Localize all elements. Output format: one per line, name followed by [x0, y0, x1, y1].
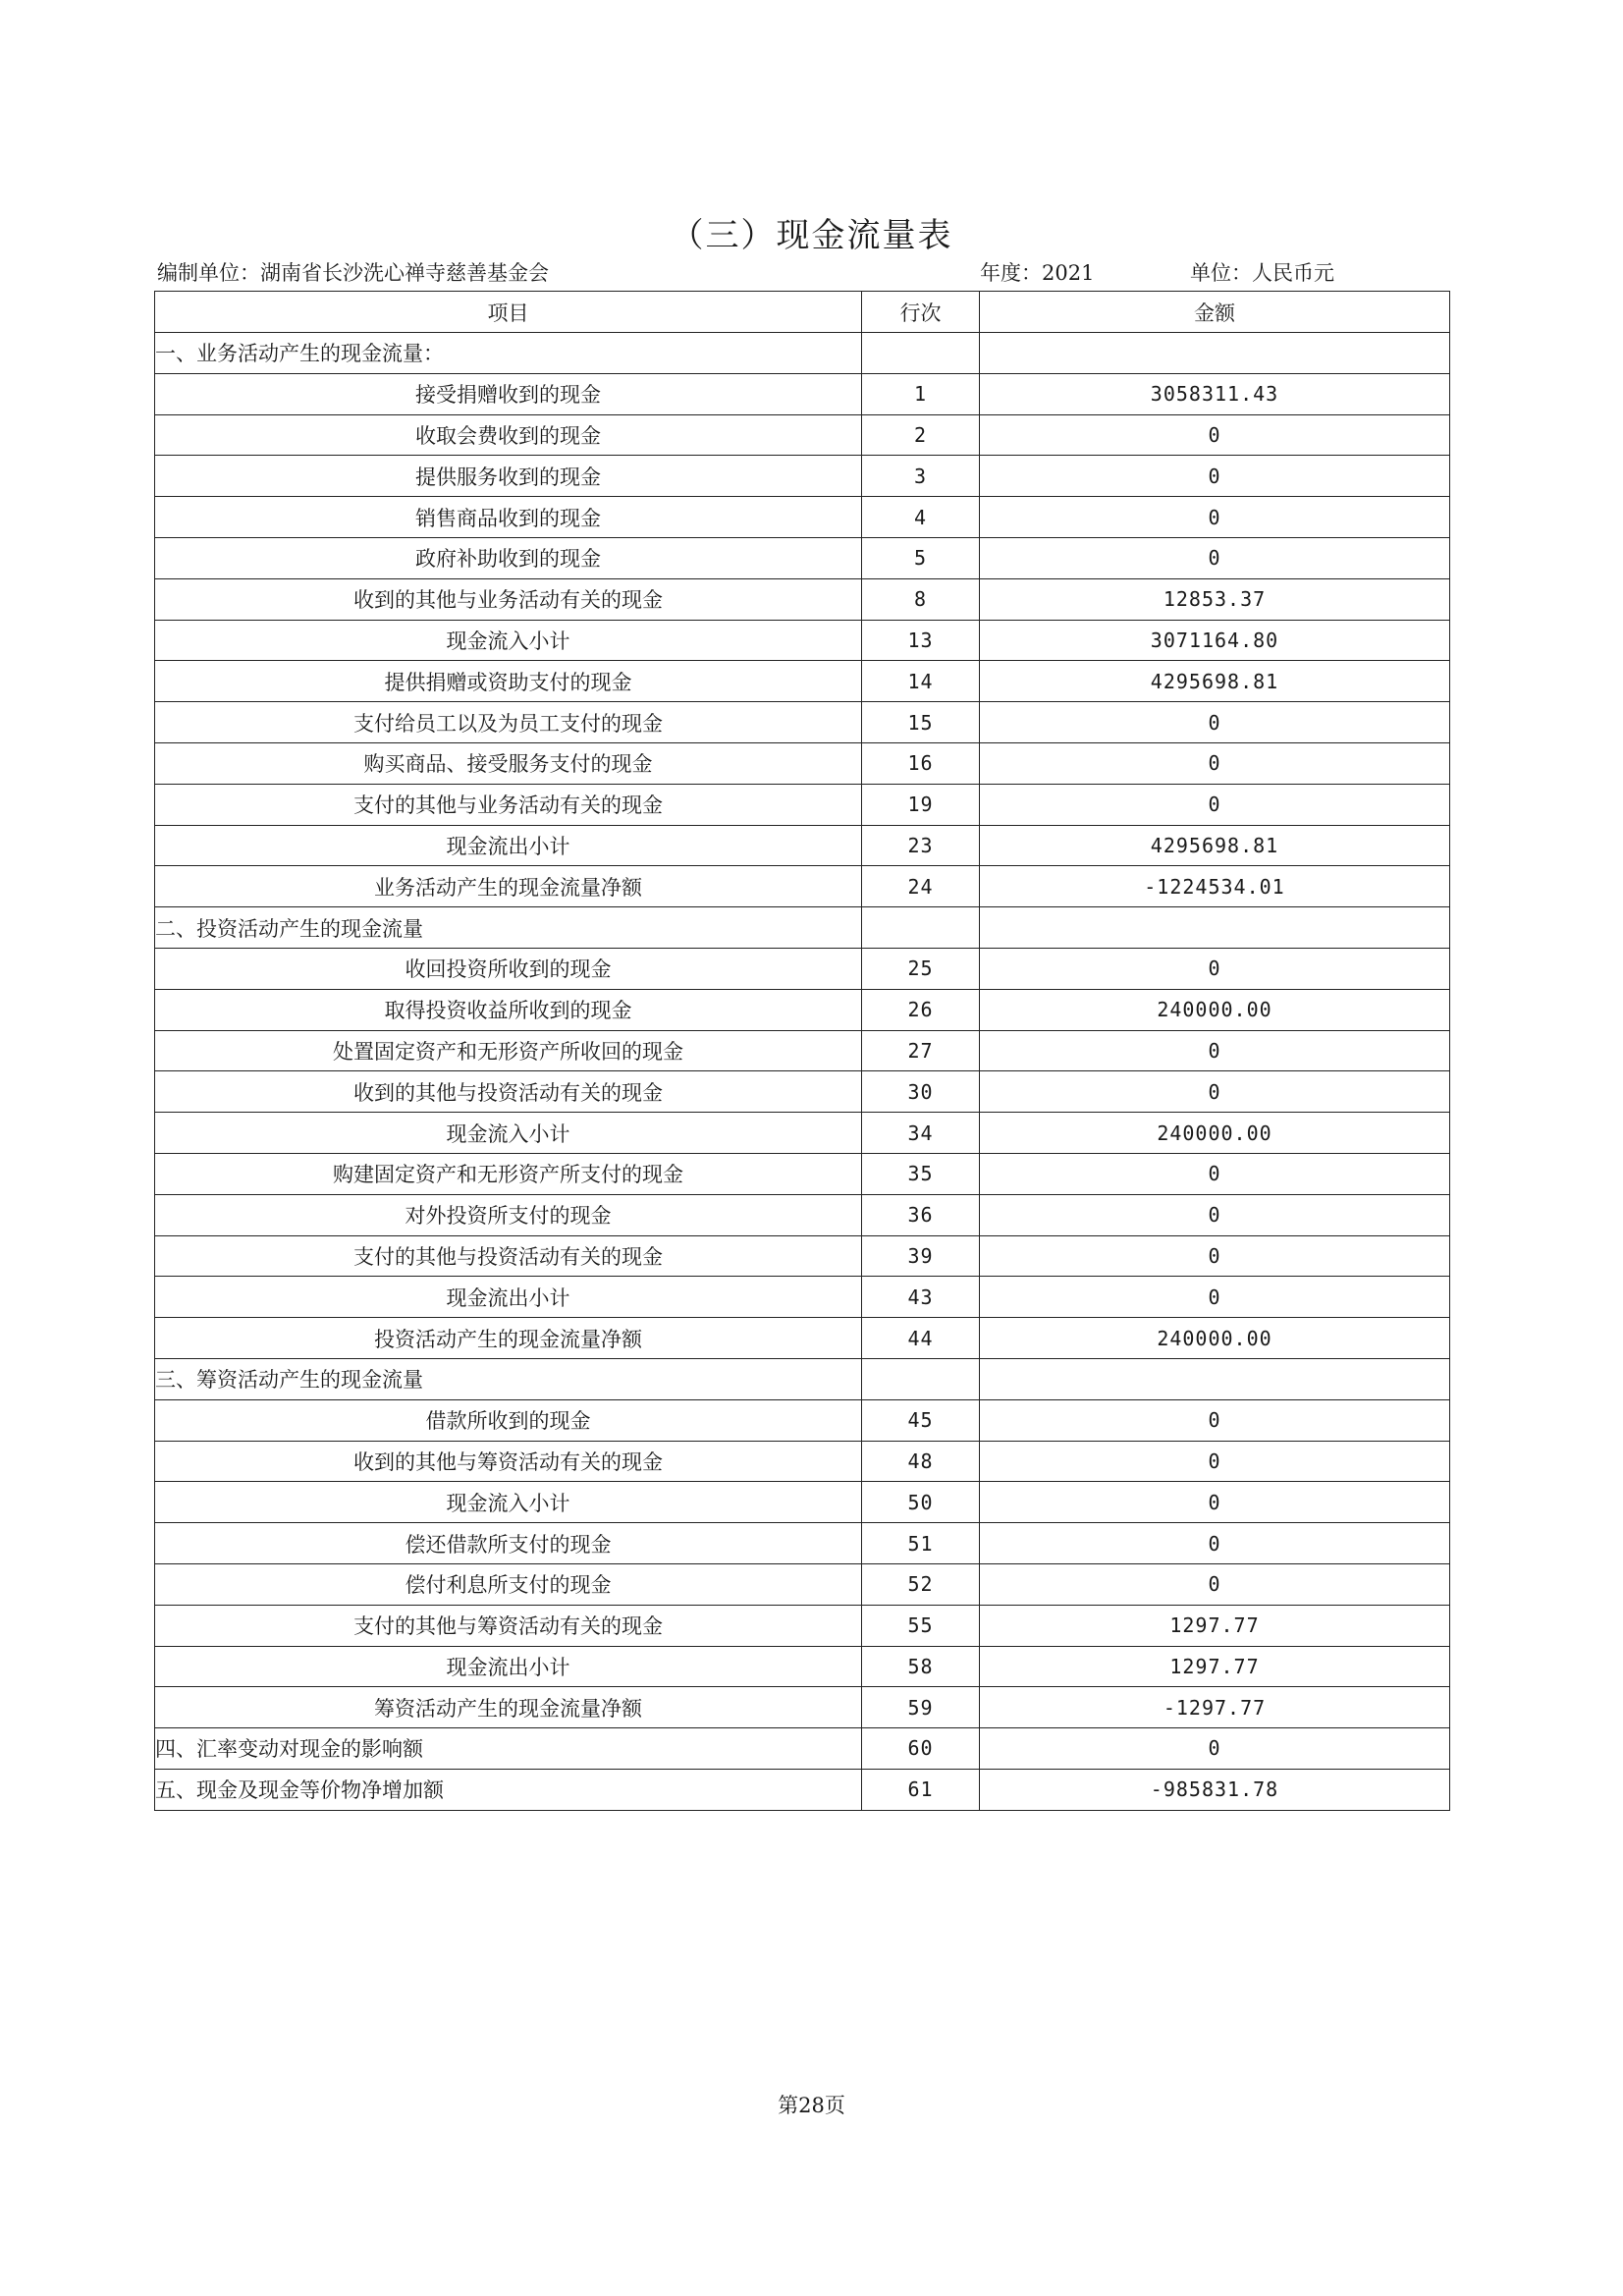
amount-cell: 240000.00 [980, 1113, 1450, 1154]
amount-cell: 0 [980, 1030, 1450, 1071]
line-number-cell: 8 [862, 578, 980, 620]
amount-cell: 0 [980, 414, 1450, 456]
table-row [155, 1030, 1450, 1071]
reporting-entity: 编制单位：湖南省长沙洗心禅寺慈善基金会 [157, 261, 549, 285]
table-row [155, 661, 1450, 702]
amount-cell: 0 [980, 1235, 1450, 1277]
amount-cell: -1297.77 [980, 1687, 1450, 1728]
table-row [155, 373, 1450, 414]
table-row [155, 948, 1450, 989]
amount-cell: 4295698.81 [980, 661, 1450, 702]
table-row [155, 1605, 1450, 1646]
item-cell: 提供服务收到的现金 [155, 456, 862, 497]
line-number-cell: 4 [862, 497, 980, 538]
amount-cell [980, 333, 1450, 374]
amount-cell: 0 [980, 1194, 1450, 1235]
line-number-cell: 50 [862, 1482, 980, 1523]
amount-cell: 3058311.43 [980, 373, 1450, 414]
table-row [155, 989, 1450, 1030]
table-row [155, 866, 1450, 907]
amount-cell: 0 [980, 1153, 1450, 1194]
line-number-cell: 52 [862, 1563, 980, 1605]
amount-cell: 0 [980, 1563, 1450, 1605]
line-number-cell: 14 [862, 661, 980, 702]
item-cell: 投资活动产生的现金流量净额 [155, 1318, 862, 1359]
line-number-cell: 5 [862, 537, 980, 578]
item-cell: 筹资活动产生的现金流量净额 [155, 1687, 862, 1728]
item-cell: 购建固定资产和无形资产所支付的现金 [155, 1153, 862, 1194]
amount-cell: 0 [980, 1071, 1450, 1113]
line-number-cell: 27 [862, 1030, 980, 1071]
table-row [155, 1399, 1450, 1441]
table-row [155, 456, 1450, 497]
table-row [155, 742, 1450, 784]
item-cell: 借款所收到的现金 [155, 1399, 862, 1441]
item-cell: 对外投资所支付的现金 [155, 1194, 862, 1235]
line-number-cell: 59 [862, 1687, 980, 1728]
amount-cell: -1224534.01 [980, 866, 1450, 907]
cash-flow-table [154, 291, 1450, 1811]
column-header-amount: 金额 [980, 292, 1450, 333]
item-cell: 政府补助收到的现金 [155, 537, 862, 578]
amount-cell [980, 1358, 1450, 1399]
line-number-cell: 15 [862, 702, 980, 743]
item-cell: 业务活动产生的现金流量净额 [155, 866, 862, 907]
line-number-cell: 25 [862, 948, 980, 989]
amount-cell: 0 [980, 742, 1450, 784]
table-row [155, 497, 1450, 538]
item-cell: 现金流入小计 [155, 1482, 862, 1523]
item-cell: 现金流出小计 [155, 1646, 862, 1687]
table-row [155, 825, 1450, 866]
item-cell: 取得投资收益所收到的现金 [155, 989, 862, 1030]
column-header-item: 项目 [155, 292, 862, 333]
amount-cell: 1297.77 [980, 1646, 1450, 1687]
section-row [155, 1769, 1450, 1810]
item-cell: 二、投资活动产生的现金流量 [155, 907, 862, 949]
item-cell: 现金流入小计 [155, 1113, 862, 1154]
section-row [155, 1358, 1450, 1399]
item-cell: 现金流出小计 [155, 825, 862, 866]
line-number-cell [862, 1358, 980, 1399]
line-number-cell: 3 [862, 456, 980, 497]
item-cell: 现金流入小计 [155, 620, 862, 661]
item-cell: 处置固定资产和无形资产所收回的现金 [155, 1030, 862, 1071]
line-number-cell [862, 333, 980, 374]
item-cell: 销售商品收到的现金 [155, 497, 862, 538]
item-cell: 四、汇率变动对现金的影响额 [155, 1728, 862, 1770]
item-cell: 接受捐赠收到的现金 [155, 373, 862, 414]
table-row [155, 1523, 1450, 1564]
line-number-cell: 36 [862, 1194, 980, 1235]
amount-cell: 0 [980, 456, 1450, 497]
table-row [155, 1646, 1450, 1687]
item-cell: 收到的其他与投资活动有关的现金 [155, 1071, 862, 1113]
item-cell: 偿付利息所支付的现金 [155, 1563, 862, 1605]
statement-title: （三）现金流量表 [670, 216, 953, 255]
line-number-cell: 43 [862, 1277, 980, 1318]
line-number-cell: 2 [862, 414, 980, 456]
table-row [155, 702, 1450, 743]
amount-cell: 0 [980, 1728, 1450, 1770]
item-cell: 现金流出小计 [155, 1277, 862, 1318]
amount-cell: 12853.37 [980, 578, 1450, 620]
item-cell: 购买商品、接受服务支付的现金 [155, 742, 862, 784]
table-row [155, 1071, 1450, 1113]
section-row [155, 1728, 1450, 1770]
table-row [155, 784, 1450, 825]
line-number-cell: 16 [862, 742, 980, 784]
line-number-cell: 51 [862, 1523, 980, 1564]
table-row [155, 1563, 1450, 1605]
line-number-cell: 61 [862, 1769, 980, 1810]
page-number: 第28页 [778, 2094, 845, 2117]
amount-cell: 0 [980, 784, 1450, 825]
line-number-cell: 55 [862, 1605, 980, 1646]
line-number-cell: 44 [862, 1318, 980, 1359]
table-row [155, 1235, 1450, 1277]
amount-cell: 0 [980, 537, 1450, 578]
table-row [155, 1318, 1450, 1359]
amount-cell: 4295698.81 [980, 825, 1450, 866]
item-cell: 五、现金及现金等价物净增加额 [155, 1769, 862, 1810]
fiscal-year: 年度：2021 [980, 261, 1095, 285]
line-number-cell: 39 [862, 1235, 980, 1277]
item-cell: 支付的其他与筹资活动有关的现金 [155, 1605, 862, 1646]
table-row [155, 1153, 1450, 1194]
line-number-cell [862, 907, 980, 949]
table-row [155, 1113, 1450, 1154]
line-number-cell: 24 [862, 866, 980, 907]
amount-cell: 3071164.80 [980, 620, 1450, 661]
line-number-cell: 58 [862, 1646, 980, 1687]
amount-cell: 0 [980, 1482, 1450, 1523]
amount-cell: 0 [980, 1399, 1450, 1441]
amount-cell [980, 907, 1450, 949]
amount-cell: 1297.77 [980, 1605, 1450, 1646]
amount-cell: 240000.00 [980, 989, 1450, 1030]
amount-cell: 0 [980, 497, 1450, 538]
amount-cell: -985831.78 [980, 1769, 1450, 1810]
line-number-cell: 48 [862, 1441, 980, 1482]
item-cell: 支付的其他与业务活动有关的现金 [155, 784, 862, 825]
table-row [155, 537, 1450, 578]
section-row [155, 907, 1450, 949]
item-cell: 支付给员工以及为员工支付的现金 [155, 702, 862, 743]
line-number-cell: 19 [862, 784, 980, 825]
section-row [155, 333, 1450, 374]
line-number-cell: 26 [862, 989, 980, 1030]
line-number-cell: 30 [862, 1071, 980, 1113]
item-cell: 三、筹资活动产生的现金流量 [155, 1358, 862, 1399]
table-row [155, 620, 1450, 661]
item-cell: 收到的其他与业务活动有关的现金 [155, 578, 862, 620]
item-cell: 偿还借款所支付的现金 [155, 1523, 862, 1564]
amount-cell: 0 [980, 948, 1450, 989]
amount-cell: 0 [980, 1523, 1450, 1564]
item-cell: 收取会费收到的现金 [155, 414, 862, 456]
line-number-cell: 60 [862, 1728, 980, 1770]
table-body [155, 333, 1450, 1811]
line-number-cell: 23 [862, 825, 980, 866]
line-number-cell: 13 [862, 620, 980, 661]
line-number-cell: 1 [862, 373, 980, 414]
table-row [155, 414, 1450, 456]
table-row [155, 578, 1450, 620]
item-cell: 一、业务活动产生的现金流量： [155, 333, 862, 374]
table-row [155, 1687, 1450, 1728]
line-number-cell: 45 [862, 1399, 980, 1441]
item-cell: 提供捐赠或资助支付的现金 [155, 661, 862, 702]
item-cell: 收到的其他与筹资活动有关的现金 [155, 1441, 862, 1482]
amount-cell: 0 [980, 1441, 1450, 1482]
column-header-line: 行次 [862, 292, 980, 333]
item-cell: 支付的其他与投资活动有关的现金 [155, 1235, 862, 1277]
currency-unit: 单位：人民币元 [1190, 261, 1334, 285]
amount-cell: 0 [980, 702, 1450, 743]
table-header-row [155, 292, 1450, 333]
table-row [155, 1441, 1450, 1482]
table-row [155, 1194, 1450, 1235]
table-row [155, 1277, 1450, 1318]
amount-cell: 0 [980, 1277, 1450, 1318]
table-row [155, 1482, 1450, 1523]
amount-cell: 240000.00 [980, 1318, 1450, 1359]
line-number-cell: 34 [862, 1113, 980, 1154]
item-cell: 收回投资所收到的现金 [155, 948, 862, 989]
line-number-cell: 35 [862, 1153, 980, 1194]
